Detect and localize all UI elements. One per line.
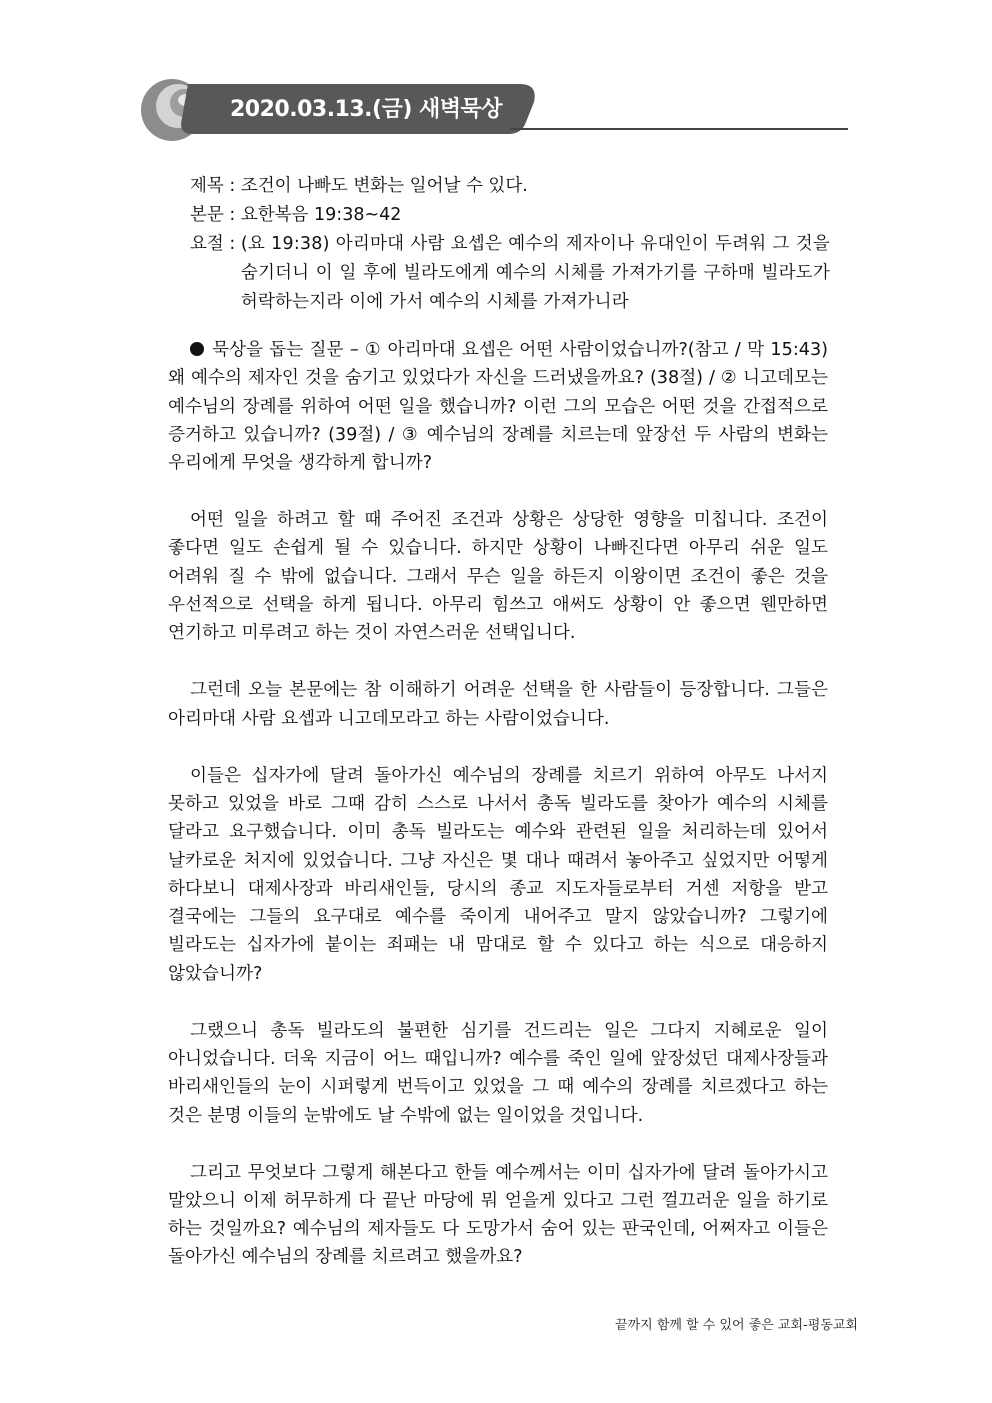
footer-tagline: 끝까지 함께 할 수 있어 좋은 교회-평동교회 — [615, 1318, 858, 1333]
separator: : — [223, 234, 241, 254]
page-title: 2020.03.13.(금) 새벽묵상 — [230, 97, 503, 122]
text-row — [190, 201, 830, 230]
verse-value: (요 19:38) 아리마대 사람 요셉은 예수의 제자이나 유대인이 두려워 그 것을 숨기더니 이 일 후에 빌라도에게 예수의 시체를 가져가기를 구하매 빌라도가 허락하는지라 이에 가서 예수의 시체를 가져가니라 — [240, 234, 830, 312]
header-banner — [138, 62, 858, 152]
bullet-icon — [190, 342, 204, 356]
questions-text: 묵상을 돕는 질문 – ① 아리마대 요셉은 어떤 사람이었습니까?(참고 / 막 15:43) 왜 예수의 제자인 것을 숨기고 있었다가 자신을 드러냈을까요? (38절) / ② 니고데모는 예수님의 장례를 위하여 어떤 일을 했습니까? 이런 그의 모습은 어떤 것을 간접적으로 증거하고 있습니까? (39절) / ③ 예수님의 장례를 치르는데 앞장선 두 사람의 변화는 우리에게 무엇을 생각하게 합니까? — [168, 340, 828, 474]
body-paragraph: 그런데 오늘 본문에는 참 이해하기 어려운 선택을 한 사람들이 등장합니다. 그들은 아리마대 사람 요셉과 니고데모라고 하는 사람이었습니다. — [168, 680, 828, 729]
questions-paragraph — [168, 336, 828, 477]
text-value: 요한복음 19:38~42 — [240, 205, 402, 225]
body-paragraph: 어떤 일을 하려고 할 때 주어진 조건과 상황은 상당한 영향을 미칩니다. 조건이 좋다면 일도 손쉽게 될 수 있습니다. 하지만 상황이 나빠진다면 아무리 쉬운 일도 어려워 질 수 밖에 없습니다. 그래서 무슨 일을 하든지 이왕이면 조건이 좋은 것을 우선적으로 선택을 하게 됩니다. 아무리 힘쓰고 애써도 상황이 안 좋으면 웬만하면 연기하고 미루려고 하는 것이 자연스러운 선택입니다. — [168, 510, 828, 644]
verse-row — [190, 230, 830, 317]
separator: : — [223, 205, 241, 225]
body-paragraph: 그리고 무엇보다 그렇게 해본다고 한들 예수께서는 이미 십자가에 달려 돌아가시고 말았으니 이제 허무하게 다 끝난 마당에 뭐 얻을게 있다고 그런 껄끄러운 일을 하기로 하는 것일까요? 예수님의 제자들도 다 도망가서 숨어 있는 판국인데, 어쩌자고 이들은 돌아가신 예수님의 장례를 치르려고 했을까요? — [168, 1162, 828, 1268]
sermon-meta — [190, 172, 830, 317]
text-label: 본문 — [190, 205, 224, 225]
body-paragraph: 이들은 십자가에 달려 돌아가신 예수님의 장례를 치르기 위하여 아무도 나서지 못하고 있었을 바로 그때 감히 스스로 나서서 총독 빌라도를 찾아가 예수의 시체를 달라고 요구했습니다. 이미 총독 빌라도는 예수와 관련된 일을 처리하는데 있어서 날카로운 처지에 있었습니다. 그냥 자신은 몇 대나 때려서 놓아주고 싶었지만 어떻게 하다보니 대제사장과 바리새인들, 당시의 종교 지도자들로부터 거센 저항을 받고 결국에는 그들의 요구대로 예수를 죽이게 내어주고 말지 않았습니까? 그렇기에 빌라도는 십자가에 붙이는 죄패는 내 맘대로 할 수 있다고 하는 식으로 대응하지 않았습니까? — [168, 765, 829, 984]
topic-value: 조건이 나빠도 변화는 일어날 수 있다. — [240, 176, 528, 196]
separator: : — [223, 176, 241, 196]
meditation-body — [168, 336, 828, 1300]
topic-row — [190, 172, 830, 201]
verse-label: 요절 — [190, 234, 224, 254]
body-paragraph: 그랬으니 총독 빌라도의 불편한 심기를 건드리는 일은 그다지 지혜로운 일이 아니었습니다. 더욱 지금이 어느 때입니까? 예수를 죽인 일에 앞장섰던 대제사장들과 바리새인들의 눈이 시퍼렇게 번득이고 있었을 그 때 예수의 장례를 치르겠다고 하는 것은 분명 이들의 눈밖에도 날 수밖에 없는 일이었을 것입니다. — [168, 1020, 828, 1126]
topic-label: 제목 — [190, 176, 224, 196]
